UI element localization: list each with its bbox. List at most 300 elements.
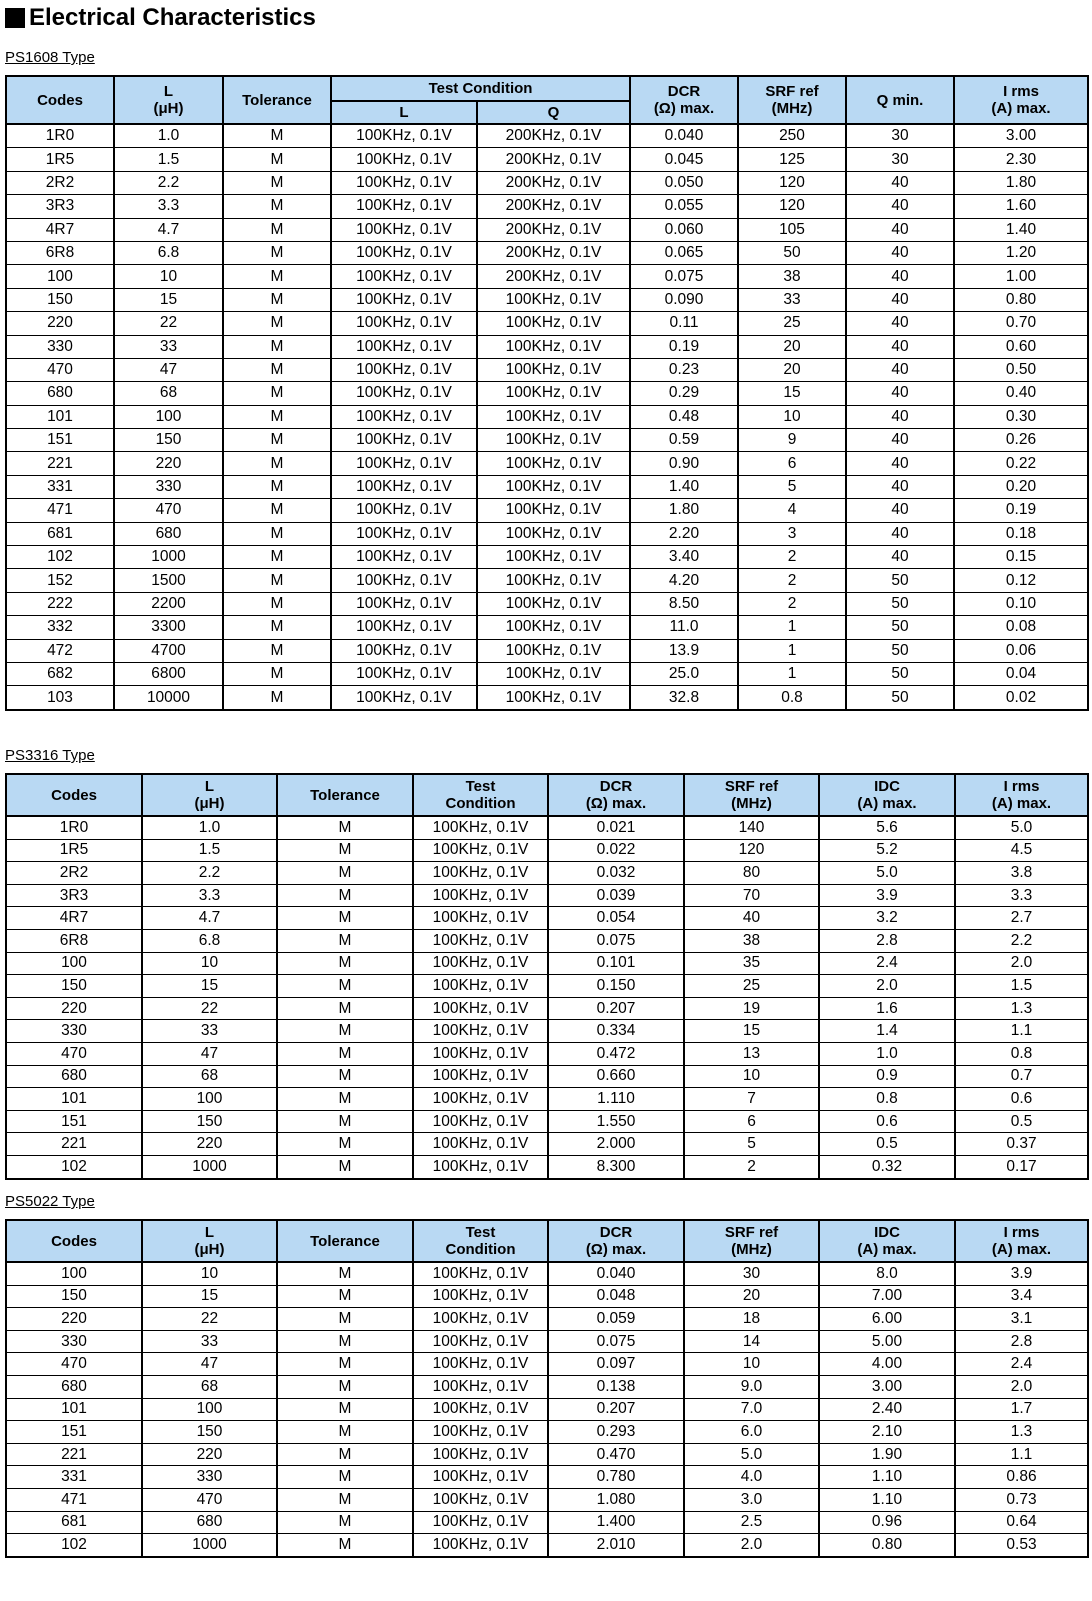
table-cell: 152 [6,569,114,592]
table-cell: 0.9 [819,1065,955,1088]
table-cell: 150 [142,1110,277,1133]
table-cell: 0.040 [630,124,738,148]
table-cell: 0.22 [954,452,1088,475]
table-cell: M [277,1398,413,1421]
table-cell: M [277,1262,413,1285]
table-cell: M [277,1110,413,1133]
table-cell: M [277,1088,413,1111]
table-cell: 0.32 [819,1155,955,1178]
table-cell: M [277,839,413,862]
table-cell: 0.26 [954,429,1088,452]
table-cell: 33 [142,1330,277,1353]
table-cell: 100KHz, 0.1V [331,218,477,241]
table-row [6,1042,1088,1065]
table-cell: 2.7 [955,907,1088,930]
table-cell: 0.40 [954,382,1088,405]
table-cell: 150 [142,1421,277,1444]
table-cell: 0.80 [954,288,1088,311]
table-cell: 2.5 [684,1511,819,1534]
table-row [6,569,1088,592]
table-cell: 100KHz, 0.1V [413,1511,548,1534]
table-cell: 3.2 [819,907,955,930]
table-cell: 4700 [114,639,223,662]
table-cell: 50 [846,686,954,710]
table-cell: 8.50 [630,592,738,615]
table-row [6,1375,1088,1398]
table-cell: M [277,862,413,885]
table-cell: M [277,1133,413,1156]
table-cell: 0.60 [954,335,1088,358]
table-cell: 100KHz, 0.1V [413,1375,548,1398]
table-cell: 0.19 [630,335,738,358]
table-cell: 220 [142,1443,277,1466]
table-row [6,382,1088,405]
table-cell: 5.2 [819,839,955,862]
table-cell: 0.59 [630,429,738,452]
table-cell: 0.96 [819,1511,955,1534]
table-cell: 0.17 [955,1155,1088,1178]
table-cell: 0.101 [548,952,684,975]
table-cell: 221 [6,452,114,475]
table-cell: 0.73 [955,1488,1088,1511]
table-row [6,546,1088,569]
table-row [6,499,1088,522]
table-row [6,1065,1088,1088]
section-title-ps5022[interactable]: PS5022 Type [5,1193,95,1210]
table-row [6,1020,1088,1043]
table-cell: 1 [738,662,846,685]
page-title [5,3,316,33]
table-cell: 70 [684,884,819,907]
table-cell: 100KHz, 0.1V [413,884,548,907]
table-cell: 32.8 [630,686,738,710]
table-cell: M [223,686,331,710]
table-cell: 100KHz, 0.1V [413,1133,548,1156]
table-cell: 1.10 [819,1466,955,1489]
table-cell: 1.00 [954,265,1088,288]
table-cell: 4 [738,499,846,522]
table-cell: 472 [6,639,114,662]
table-cell: 0.6 [955,1088,1088,1111]
table-cell: 682 [6,662,114,685]
table-cell: 0.470 [548,1443,684,1466]
table-cell: 470 [6,1353,142,1376]
table-cell: 1R5 [6,148,114,171]
table-cell: 100KHz, 0.1V [477,452,630,475]
table-cell: 1.40 [630,475,738,498]
table-cell: 200KHz, 0.1V [477,171,630,194]
table-row [6,1285,1088,1308]
table-cell: 0.138 [548,1375,684,1398]
table-cell: 100KHz, 0.1V [413,1020,548,1043]
table-cell: 6 [738,452,846,475]
table-cell: 0.70 [954,312,1088,335]
table-cell: 1R0 [6,124,114,148]
table-cell: 0.040 [548,1262,684,1285]
table-cell: 50 [846,639,954,662]
table-cell: 200KHz, 0.1V [477,218,630,241]
table-cell: 1 [738,616,846,639]
table-cell: 33 [142,1020,277,1043]
table-cell: 680 [6,1065,142,1088]
table-cell: 0.8 [738,686,846,710]
table-cell: 100KHz, 0.1V [331,312,477,335]
table-cell: M [277,1020,413,1043]
table-cell: 1000 [142,1155,277,1178]
table-cell: 221 [6,1443,142,1466]
table-cell: 1.10 [819,1488,955,1511]
table-cell: 100KHz, 0.1V [413,1330,548,1353]
table-row [6,686,1088,710]
table-cell: 30 [846,148,954,171]
table-cell: 14 [684,1330,819,1353]
table-cell: 100KHz, 0.1V [477,358,630,381]
header-tolerance: Tolerance [223,76,331,124]
table-cell: 100KHz, 0.1V [477,499,630,522]
table-row [6,429,1088,452]
table-row [6,241,1088,264]
table-cell: 1.0 [114,124,223,148]
table-cell: 331 [6,1466,142,1489]
table-row [6,884,1088,907]
table-cell: M [223,148,331,171]
ps3316-table-body [6,816,1088,1179]
table-row [6,312,1088,335]
table-cell: 100KHz, 0.1V [331,358,477,381]
table-row [6,1443,1088,1466]
table-cell: 330 [6,335,114,358]
table-cell: 0.045 [630,148,738,171]
table-cell: 0.5 [819,1133,955,1156]
table-cell: 100KHz, 0.1V [477,546,630,569]
table-cell: 30 [684,1262,819,1285]
table-cell: 100KHz, 0.1V [413,1308,548,1331]
table-cell: 3.00 [819,1375,955,1398]
table-cell: 200KHz, 0.1V [477,241,630,264]
table-cell: 1.60 [954,195,1088,218]
table-cell: 100KHz, 0.1V [331,592,477,615]
table-cell: 0.02 [954,686,1088,710]
table-row [6,929,1088,952]
table-cell: 100KHz, 0.1V [413,1088,548,1111]
table-cell: 5.0 [819,862,955,885]
table-cell: 0.8 [955,1042,1088,1065]
table-cell: 2.0 [684,1534,819,1557]
table-cell: M [223,265,331,288]
table-cell: 38 [684,929,819,952]
page-title-text: Electrical Characteristics [29,4,316,31]
table-cell: 100 [6,265,114,288]
table-cell: 15 [684,1020,819,1043]
table-cell: 0.075 [548,929,684,952]
table-cell: 680 [114,522,223,545]
table-cell: 100KHz, 0.1V [331,382,477,405]
table-cell: 2200 [114,592,223,615]
header-test-q: Q [477,101,630,124]
table-cell: 1 [738,639,846,662]
header-idc: IDC (A) max. [819,774,955,816]
table-cell: 150 [6,1285,142,1308]
table-cell: M [277,1285,413,1308]
table-cell: 220 [6,1308,142,1331]
table-cell: 100KHz, 0.1V [477,288,630,311]
table-cell: 4.5 [955,839,1088,862]
table-cell: 0.075 [630,265,738,288]
table-cell: 0.30 [954,405,1088,428]
table-cell: 100KHz, 0.1V [477,592,630,615]
table-cell: 200KHz, 0.1V [477,124,630,148]
table-cell: 35 [684,952,819,975]
table-cell: M [277,997,413,1020]
table-cell: 8.0 [819,1262,955,1285]
table-cell: 0.293 [548,1421,684,1444]
table-cell: M [223,405,331,428]
table-cell: 19 [684,997,819,1020]
table-cell: 0.80 [819,1534,955,1557]
table-row [6,907,1088,930]
table-cell: 100 [142,1088,277,1111]
table-cell: 100KHz, 0.1V [477,522,630,545]
table-cell: M [223,429,331,452]
ps5022-table-body [6,1262,1088,1557]
table-cell: 200KHz, 0.1V [477,148,630,171]
table-cell: 1.080 [548,1488,684,1511]
table-cell: 5.6 [819,816,955,839]
table-cell: 100 [114,405,223,428]
table-cell: 0.022 [548,839,684,862]
header-inductance: L (μH) [114,76,223,124]
table-cell: 3R3 [6,195,114,218]
header-test-condition: Test Condition [413,774,548,816]
table-cell: 2.2 [114,171,223,194]
table-row [6,1110,1088,1133]
header-test-condition: Test Condition [331,76,630,101]
table-cell: 0.50 [954,358,1088,381]
table-row [6,171,1088,194]
table-cell: M [277,1042,413,1065]
table-row [6,1466,1088,1489]
table-cell: 5 [684,1133,819,1156]
table-cell: 2.4 [819,952,955,975]
table-cell: 100KHz, 0.1V [331,288,477,311]
table-cell: 100KHz, 0.1V [413,929,548,952]
table-cell: 7.0 [684,1398,819,1421]
ps1608-table [5,75,1089,711]
table-cell: 2.2 [955,929,1088,952]
table-cell: 101 [6,1088,142,1111]
table-cell: M [223,288,331,311]
table-cell: 0.18 [954,522,1088,545]
table-cell: 100KHz, 0.1V [477,475,630,498]
table-row [6,862,1088,885]
table-cell: 0.90 [630,452,738,475]
table-cell: 150 [6,975,142,998]
table-cell: 100KHz, 0.1V [413,1443,548,1466]
table-cell: 0.11 [630,312,738,335]
table-cell: 22 [142,997,277,1020]
table-cell: 1500 [114,569,223,592]
table-row [6,1421,1088,1444]
table-cell: 5 [738,475,846,498]
table-cell: 100KHz, 0.1V [477,686,630,710]
table-cell: 40 [846,382,954,405]
table-row [6,1088,1088,1111]
table-cell: 0.29 [630,382,738,405]
table-cell: 20 [738,335,846,358]
table-cell: 150 [114,429,223,452]
table-cell: 1.3 [955,1421,1088,1444]
table-cell: 40 [846,218,954,241]
table-cell: 0.207 [548,997,684,1020]
table-cell: 4.7 [142,907,277,930]
table-cell: M [277,1466,413,1489]
table-cell: 100KHz, 0.1V [331,569,477,592]
table-cell: 18 [684,1308,819,1331]
header-irms: I rms (A) max. [954,76,1088,124]
table-row [6,639,1088,662]
table-cell: 4.7 [114,218,223,241]
table-cell: 2.0 [955,952,1088,975]
table-row [6,975,1088,998]
table-cell: 102 [6,546,114,569]
table-cell: 331 [6,475,114,498]
table-cell: 100KHz, 0.1V [413,1285,548,1308]
table-cell: 0.065 [630,241,738,264]
table-row [6,1488,1088,1511]
ps3316-table [5,773,1089,1180]
table-cell: M [223,475,331,498]
table-cell: 1.20 [954,241,1088,264]
table-cell: M [223,382,331,405]
table-row [6,335,1088,358]
table-cell: 100KHz, 0.1V [331,522,477,545]
header-irms: I rms (A) max. [955,1220,1088,1262]
table-cell: 100KHz, 0.1V [413,1398,548,1421]
table-cell: 100KHz, 0.1V [477,662,630,685]
table-cell: 100KHz, 0.1V [413,1353,548,1376]
table-cell: 6800 [114,662,223,685]
table-cell: 100KHz, 0.1V [413,1155,548,1178]
header-srf: SRF ref (MHz) [684,1220,819,1262]
table-cell: 2.8 [819,929,955,952]
table-cell: 4R7 [6,218,114,241]
header-codes: Codes [6,774,142,816]
table-cell: 0.660 [548,1065,684,1088]
table-cell: 50 [846,569,954,592]
table-cell: 20 [738,358,846,381]
table-cell: M [277,1330,413,1353]
table-cell: 0.207 [548,1398,684,1421]
table-cell: 100KHz, 0.1V [413,997,548,1020]
table-cell: 0.039 [548,884,684,907]
table-cell: 0.64 [955,1511,1088,1534]
table-cell: M [223,218,331,241]
table-row [6,124,1088,148]
table-cell: 15 [142,1285,277,1308]
table-cell: 681 [6,1511,142,1534]
table-cell: 3.4 [955,1285,1088,1308]
table-cell: M [277,1443,413,1466]
table-cell: 10 [114,265,223,288]
table-cell: 100KHz, 0.1V [477,639,630,662]
table-cell: 680 [6,382,114,405]
table-cell: 10 [684,1065,819,1088]
table-cell: 151 [6,1421,142,1444]
table-cell: 1.40 [954,218,1088,241]
table-row [6,1511,1088,1534]
table-cell: 2.0 [819,975,955,998]
table-row [6,195,1088,218]
header-test-l: L [331,101,477,124]
table-cell: 10000 [114,686,223,710]
table-cell: 22 [142,1308,277,1331]
table-cell: 100KHz, 0.1V [331,499,477,522]
table-row [6,148,1088,171]
table-cell: 0.021 [548,816,684,839]
table-row [6,1262,1088,1285]
table-cell: 1.80 [630,499,738,522]
table-cell: 33 [114,335,223,358]
table-cell: 3.3 [114,195,223,218]
table-cell: 0.048 [548,1285,684,1308]
table-cell: 0.780 [548,1466,684,1489]
table-cell: 40 [846,312,954,335]
table-cell: 40 [846,195,954,218]
table-cell: 1.1 [955,1020,1088,1043]
table-cell: 47 [114,358,223,381]
table-row [6,1308,1088,1331]
table-cell: 0.86 [955,1466,1088,1489]
section-title-ps3316[interactable]: PS3316 Type [5,747,95,764]
table-cell: 140 [684,816,819,839]
table-cell: 1.550 [548,1110,684,1133]
table-cell: M [277,1375,413,1398]
table-cell: 150 [6,288,114,311]
table-cell: 1.5 [142,839,277,862]
table-row [6,358,1088,381]
table-cell: 6.0 [684,1421,819,1444]
table-cell: 100KHz, 0.1V [413,952,548,975]
table-cell: M [277,1065,413,1088]
table-cell: 13.9 [630,639,738,662]
table-cell: M [223,662,331,685]
table-cell: 3.8 [955,862,1088,885]
section-title-ps1608[interactable]: PS1608 Type [5,49,95,66]
table-cell: 10 [738,405,846,428]
table-cell: M [277,1353,413,1376]
table-cell: 100KHz, 0.1V [413,862,548,885]
header-dcr: DCR (Ω) max. [548,774,684,816]
table-cell: 100KHz, 0.1V [477,382,630,405]
table-cell: 2 [738,569,846,592]
table-cell: 9.0 [684,1375,819,1398]
table-cell: 100 [6,952,142,975]
table-cell: 101 [6,1398,142,1421]
table-cell: 22 [114,312,223,335]
table-cell: M [223,639,331,662]
table-cell: 100KHz, 0.1V [331,241,477,264]
table-row [6,1353,1088,1376]
table-cell: 471 [6,499,114,522]
table-cell: M [223,452,331,475]
table-cell: 100KHz, 0.1V [413,1488,548,1511]
table-cell: 8.300 [548,1155,684,1178]
table-cell: M [223,522,331,545]
table-cell: 100KHz, 0.1V [331,148,477,171]
table-cell: M [223,569,331,592]
table-cell: 40 [846,265,954,288]
table-cell: 220 [142,1133,277,1156]
